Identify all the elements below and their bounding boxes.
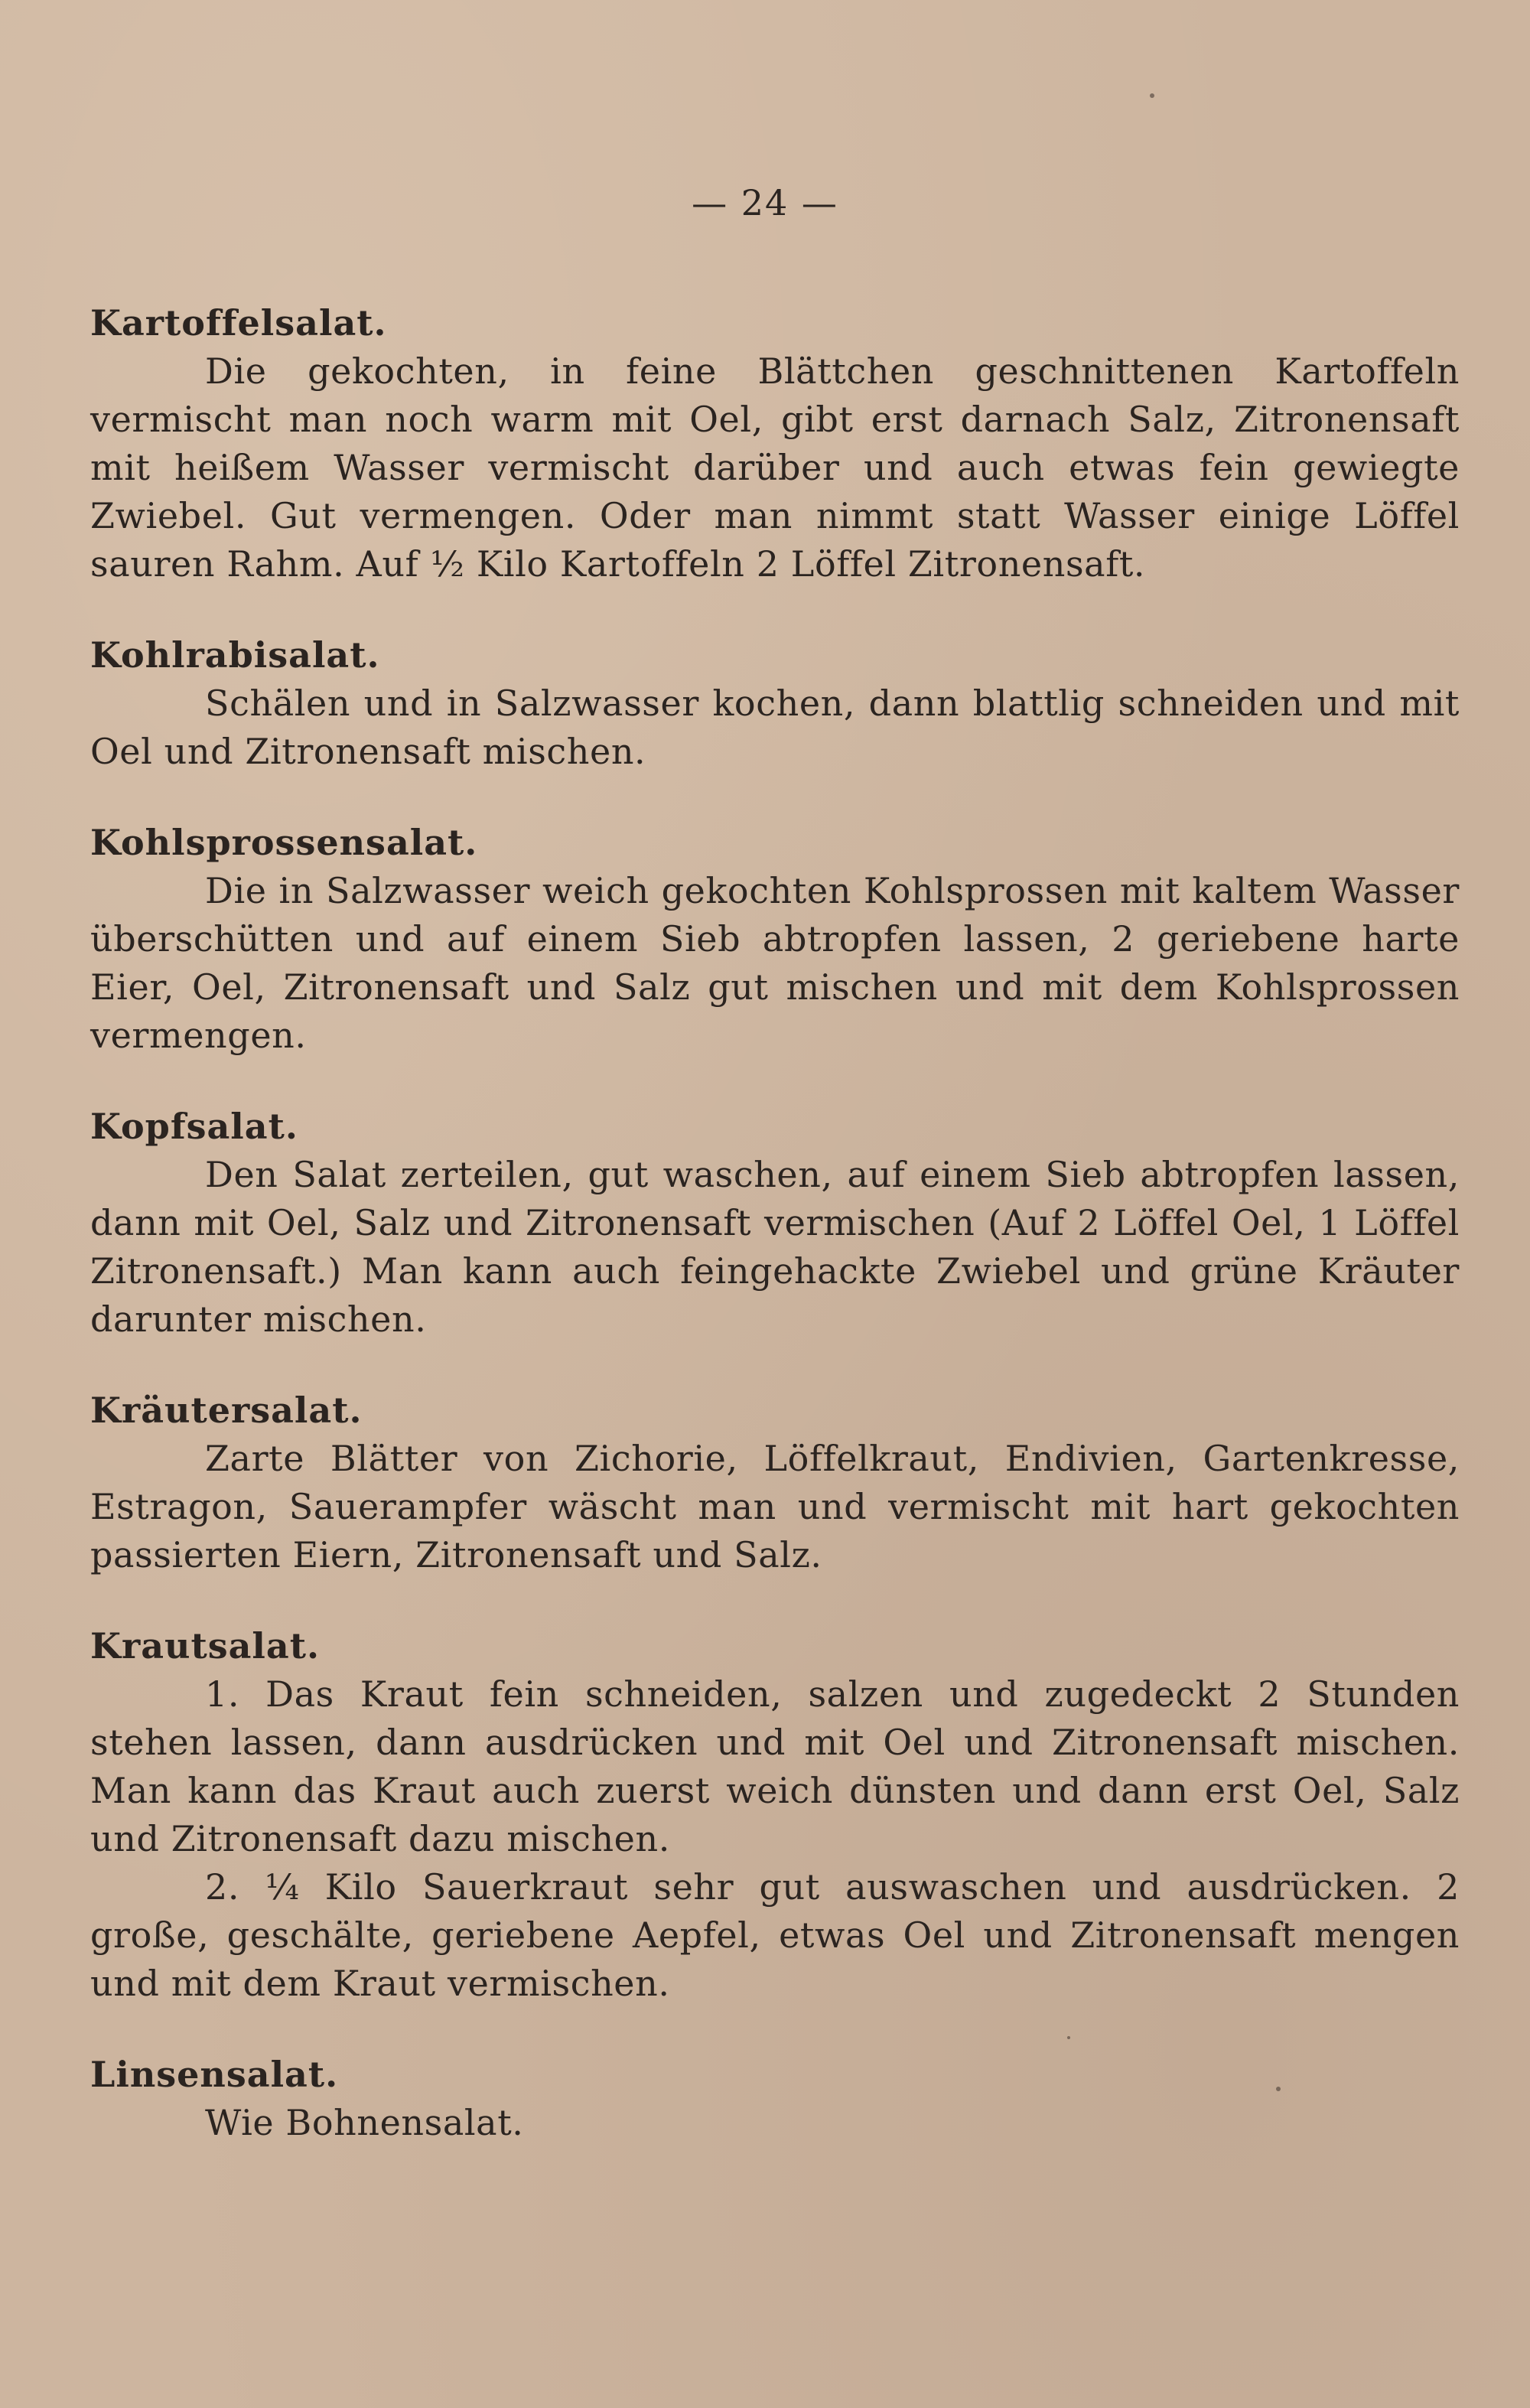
section-heading: Kartoffelsalat. bbox=[90, 302, 387, 344]
section-paragraph: Wie Bohnensalat. bbox=[205, 2102, 524, 2143]
paper-speck bbox=[1067, 2036, 1070, 2039]
section-heading: Kräutersalat. bbox=[90, 1390, 363, 1431]
section-heading: Kohlrabisalat. bbox=[90, 634, 380, 676]
section-kartoffelsalat bbox=[90, 300, 1460, 588]
paper-speck bbox=[1276, 2087, 1281, 2091]
section-paragraph: 1. Das Kraut fein schneiden, salzen und zugedeckt 2 Stunden stehen lassen, dann ausdrücken und mit Oel und Zitronensaft mischen. Man kann das Kraut auch zuerst weich dünsten und dann erst Oel, Salz und Zitronensaft dazu mischen. bbox=[90, 1673, 1460, 1859]
page-content bbox=[90, 300, 1460, 2191]
section-heading: Kohlsprossensalat. bbox=[90, 822, 478, 863]
section-paragraph: Den Salat zerteilen, gut waschen, auf einem Sieb abtropfen lassen, dann mit Oel, Salz und Zitronensaft vermischen (Auf 2 Löffel Oel, 1 Löffel Zitronensaft.) Man kann auch feingehackte Zwiebel und grüne Kräuter darunter mischen. bbox=[90, 1154, 1460, 1340]
section-paragraph: Die gekochten, in feine Blättchen geschnittenen Kartoffeln vermischt man noch warm mit Oel, gibt erst darnach Salz, Zitronensaft mit heißem Wasser vermischt darüber und auch etwas fein gewiegte Zwiebel. Gut vermengen. Oder man nimmt statt Wasser einige Löffel sauren Rahm. Auf ½ Kilo Kartoffeln 2 Löffel Zitronensaft. bbox=[90, 350, 1460, 585]
section-heading: Linsensalat. bbox=[90, 2054, 339, 2095]
section-paragraph: 2. ¼ Kilo Sauerkraut sehr gut auswaschen und ausdrücken. 2 große, geschälte, geriebene Aepfel, etwas Oel und Zitronensaft mengen und mit dem Kraut vermischen. bbox=[90, 1866, 1460, 2004]
section-kohlrabisalat bbox=[90, 632, 1460, 776]
section-paragraph: Die in Salzwasser weich gekochten Kohlsprossen mit kaltem Wasser überschütten und auf einem Sieb abtropfen lassen, 2 geriebene harte Eier, Oel, Zitronensaft und Salz gut mischen und mit dem Kohlsprossen vermengen. bbox=[90, 870, 1460, 1056]
section-kohlsprossensalat bbox=[90, 820, 1460, 1060]
section-heading: Krautsalat. bbox=[90, 1625, 320, 1667]
paper-speck bbox=[1150, 93, 1154, 98]
section-paragraph: Schälen und in Salzwasser kochen, dann blattlig schneiden und mit Oel und Zitronensaft mischen. bbox=[90, 683, 1460, 772]
section-paragraph: Zarte Blätter von Zichorie, Löffelkraut, Endivien, Gartenkresse, Estragon, Sauerampfer wäscht man und vermischt mit hart gekochten passierten Eiern, Zitronensaft und Salz. bbox=[90, 1438, 1460, 1575]
section-krautsalat bbox=[90, 1623, 1460, 2008]
section-kraeutersalat bbox=[90, 1387, 1460, 1579]
page-number: — 24 — bbox=[692, 182, 838, 223]
section-linsensalat bbox=[90, 2051, 1460, 2147]
section-kopfsalat bbox=[90, 1103, 1460, 1344]
section-heading: Kopfsalat. bbox=[90, 1106, 298, 1147]
